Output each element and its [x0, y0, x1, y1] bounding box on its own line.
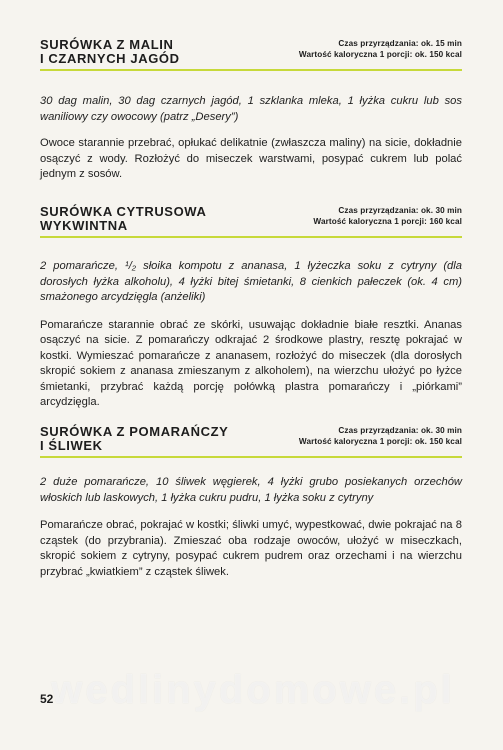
recipe-meta	[299, 38, 462, 60]
recipe-citrus-salad	[40, 205, 462, 411]
recipe-header	[40, 38, 462, 68]
recipe-title	[40, 205, 206, 233]
ingredients-text: 30 dag malin, 30 dag czarnych jagód, 1 szklanka mleka, 1 łyżka cukru lub sos waniliowy czy owocowy (patrz „Desery”)	[40, 95, 462, 123]
recipe-meta	[299, 425, 462, 447]
header-divider	[40, 236, 462, 238]
recipe-title-line: I CZARNYCH JAGÓD	[40, 51, 180, 66]
prep-time: Czas przyrządzania: ok. 30 min	[338, 426, 462, 435]
header-divider	[40, 456, 462, 458]
recipe-header	[40, 205, 462, 235]
prep-time: Czas przyrządzania: ok. 30 min	[338, 206, 462, 215]
method-text: Pomarańcze starannie obrać ze skórki, usuwając dokładnie białe resztki. Ananas osączyć na sicie. Z pomarańczy odkrajać 2 środkowe plastry, resztę pokrajać w kostki. Wymieszać pomarańcze z ananasem, rozłożyć do miseczek (dla dorosłych skropić sokiem z ananasa zmieszanym z alkoholem), na wierzchu ułożyć po łyżce śmietanki, przybrać każdą porcję połówką plastra pomarańczy i „piórkami” arcydzięgla.	[40, 318, 462, 408]
recipe-title-line: I ŚLIWEK	[40, 438, 103, 453]
recipe-meta	[313, 205, 462, 227]
recipe-title	[40, 425, 228, 453]
header-divider	[40, 69, 462, 71]
method-text: Owoce starannie przebrać, opłukać delikatnie (zwłaszcza maliny) na sicie, dokładnie osączyć z wody. Rozłożyć do miseczek warstwami, posypać cukrem lub polać jednym z sosów.	[40, 137, 462, 180]
watermark: wedlinydomowe.pl	[51, 668, 455, 712]
ingredients-text: 2 pomarańcze, ¹/₂ słoika kompotu z ananasa, 1 łyżeczka soku z cytryny (dla dorosłych łyżka alkoholu), 4 łyżki bitej śmietanki, 8 cienkich pałeczek (ok. 4 cm) smażonego arcydzięgla (anżeliki)	[40, 260, 462, 303]
recipe-orange-plum	[40, 425, 462, 580]
calories: Wartość kaloryczna 1 porcji: ok. 150 kcal	[298, 50, 462, 59]
ingredients-text: 2 duże pomarańcze, 10 śliwek węgierek, 4 łyżki grubo posiekanych orzechów włoskich lub laskowych, 1 łyżka cukru pudru, 1 łyżka soku z cytryny	[40, 476, 462, 504]
recipe-header	[40, 425, 462, 455]
calories: Wartość kaloryczna 1 porcji: ok. 150 kcal	[298, 437, 462, 446]
recipe-title-line: SURÓWKA Z POMARAŃCZY	[40, 424, 229, 439]
recipe-title-line: SURÓWKA CYTRUSOWA	[40, 204, 207, 219]
page-number: 52	[40, 692, 54, 706]
prep-time: Czas przyrządzania: ok. 15 min	[338, 39, 462, 48]
calories: Wartość kaloryczna 1 porcji: 160 kcal	[313, 217, 462, 226]
recipe-raspberry-blueberry	[40, 38, 462, 183]
recipe-title	[40, 38, 180, 66]
recipe-title-line: WYKWINTNA	[40, 218, 128, 233]
method-text: Pomarańcze obrać, pokrajać w kostki; śliwki umyć, wypestkować, dwie pokrajać na 8 cząstek (do przybrania). Zmieszać oba rodzaje owoców, ułożyć w miseczkach, skropić sokiem z cytryny, posypać cukrem pudrem oraz orzechami i na wierzchu przybrać „kwiatkiem” z cząstek śliwek.	[40, 519, 462, 578]
recipe-title-line: SURÓWKA Z MALIN	[40, 37, 174, 52]
